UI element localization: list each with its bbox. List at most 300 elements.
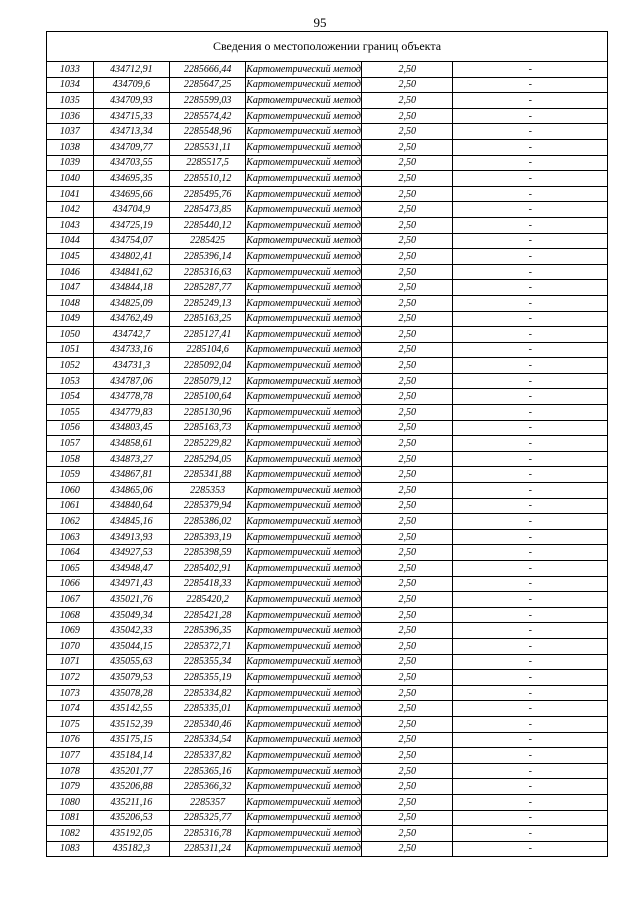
accuracy-cell: 2,50	[362, 62, 453, 78]
coord-x-cell: 434867,81	[93, 467, 169, 483]
coord-y-cell: 2285421,28	[169, 607, 245, 623]
table-row	[47, 93, 608, 109]
coord-x-cell: 434709,77	[93, 139, 169, 155]
point-number-cell: 1038	[47, 139, 94, 155]
point-number-cell: 1039	[47, 155, 94, 171]
method-cell: Картометрический метод	[246, 483, 362, 499]
accuracy-cell: 2,50	[362, 405, 453, 421]
accuracy-cell: 2,50	[362, 451, 453, 467]
accuracy-cell: 2,50	[362, 779, 453, 795]
accuracy-cell: 2,50	[362, 763, 453, 779]
accuracy-cell: 2,50	[362, 171, 453, 187]
accuracy-cell: 2,50	[362, 623, 453, 639]
table-row	[47, 280, 608, 296]
method-cell: Картометрический метод	[246, 670, 362, 686]
description-cell: -	[453, 295, 608, 311]
table-row	[47, 405, 608, 421]
method-cell: Картометрический метод	[246, 514, 362, 530]
table-row	[47, 529, 608, 545]
accuracy-cell: 2,50	[362, 685, 453, 701]
accuracy-cell: 2,50	[362, 701, 453, 717]
description-cell: -	[453, 358, 608, 374]
description-cell: -	[453, 171, 608, 187]
coord-x-cell: 435044,15	[93, 638, 169, 654]
description-cell: -	[453, 420, 608, 436]
description-cell: -	[453, 311, 608, 327]
coord-y-cell: 2285420,2	[169, 592, 245, 608]
coord-x-cell: 435079,53	[93, 670, 169, 686]
point-number-cell: 1081	[47, 810, 94, 826]
point-number-cell: 1036	[47, 108, 94, 124]
accuracy-cell: 2,50	[362, 202, 453, 218]
method-cell: Картометрический метод	[246, 311, 362, 327]
coord-x-cell: 434845,16	[93, 514, 169, 530]
accuracy-cell: 2,50	[362, 576, 453, 592]
coord-y-cell: 2285287,77	[169, 280, 245, 296]
coord-x-cell: 434712,91	[93, 62, 169, 78]
table-row	[47, 794, 608, 810]
method-cell: Картометрический метод	[246, 732, 362, 748]
accuracy-cell: 2,50	[362, 327, 453, 343]
table-row	[47, 264, 608, 280]
description-cell: -	[453, 545, 608, 561]
coord-x-cell: 434858,61	[93, 436, 169, 452]
method-cell: Картометрический метод	[246, 358, 362, 374]
description-cell: -	[453, 62, 608, 78]
coord-y-cell: 2285599,03	[169, 93, 245, 109]
point-number-cell: 1041	[47, 186, 94, 202]
description-cell: -	[453, 389, 608, 405]
table-body	[47, 32, 608, 857]
method-cell: Картометрический метод	[246, 62, 362, 78]
description-cell: -	[453, 77, 608, 93]
point-number-cell: 1066	[47, 576, 94, 592]
accuracy-cell: 2,50	[362, 373, 453, 389]
point-number-cell: 1046	[47, 264, 94, 280]
description-cell: -	[453, 685, 608, 701]
coord-y-cell: 2285495,76	[169, 186, 245, 202]
accuracy-cell: 2,50	[362, 545, 453, 561]
coord-x-cell: 434733,16	[93, 342, 169, 358]
accuracy-cell: 2,50	[362, 467, 453, 483]
coord-x-cell: 435021,76	[93, 592, 169, 608]
description-cell: -	[453, 607, 608, 623]
coord-y-cell: 2285548,96	[169, 124, 245, 140]
method-cell: Картометрический метод	[246, 373, 362, 389]
coord-y-cell: 2285355,19	[169, 670, 245, 686]
accuracy-cell: 2,50	[362, 155, 453, 171]
method-cell: Картометрический метод	[246, 233, 362, 249]
method-cell: Картометрический метод	[246, 498, 362, 514]
coord-x-cell: 434787,06	[93, 373, 169, 389]
coord-y-cell: 2285355,34	[169, 654, 245, 670]
coord-x-cell: 435042,33	[93, 623, 169, 639]
method-cell: Картометрический метод	[246, 623, 362, 639]
accuracy-cell: 2,50	[362, 826, 453, 842]
description-cell: -	[453, 810, 608, 826]
table-row	[47, 545, 608, 561]
point-number-cell: 1074	[47, 701, 94, 717]
description-cell: -	[453, 233, 608, 249]
point-number-cell: 1034	[47, 77, 94, 93]
coord-x-cell: 434778,78	[93, 389, 169, 405]
method-cell: Картометрический метод	[246, 576, 362, 592]
accuracy-cell: 2,50	[362, 280, 453, 296]
point-number-cell: 1060	[47, 483, 94, 499]
point-number-cell: 1051	[47, 342, 94, 358]
table-row	[47, 685, 608, 701]
method-cell: Картометрический метод	[246, 467, 362, 483]
accuracy-cell: 2,50	[362, 342, 453, 358]
accuracy-cell: 2,50	[362, 529, 453, 545]
description-cell: -	[453, 327, 608, 343]
point-number-cell: 1080	[47, 794, 94, 810]
coord-y-cell: 2285353	[169, 483, 245, 499]
table-row	[47, 311, 608, 327]
point-number-cell: 1079	[47, 779, 94, 795]
method-cell: Картометрический метод	[246, 342, 362, 358]
table-row	[47, 701, 608, 717]
description-cell: -	[453, 763, 608, 779]
coord-x-cell: 434913,93	[93, 529, 169, 545]
coord-y-cell: 2285163,73	[169, 420, 245, 436]
point-number-cell: 1063	[47, 529, 94, 545]
coord-x-cell: 434731,3	[93, 358, 169, 374]
coord-y-cell: 2285163,25	[169, 311, 245, 327]
coord-y-cell: 2285311,24	[169, 841, 245, 857]
accuracy-cell: 2,50	[362, 607, 453, 623]
point-number-cell: 1083	[47, 841, 94, 857]
accuracy-cell: 2,50	[362, 295, 453, 311]
coord-y-cell: 2285372,71	[169, 638, 245, 654]
point-number-cell: 1068	[47, 607, 94, 623]
table-row	[47, 467, 608, 483]
method-cell: Картометрический метод	[246, 638, 362, 654]
description-cell: -	[453, 405, 608, 421]
point-number-cell: 1064	[47, 545, 94, 561]
accuracy-cell: 2,50	[362, 638, 453, 654]
method-cell: Картометрический метод	[246, 264, 362, 280]
method-cell: Картометрический метод	[246, 748, 362, 764]
method-cell: Картометрический метод	[246, 93, 362, 109]
point-number-cell: 1045	[47, 249, 94, 265]
coord-y-cell: 2285127,41	[169, 327, 245, 343]
table-row	[47, 171, 608, 187]
table-row	[47, 295, 608, 311]
method-cell: Картометрический метод	[246, 155, 362, 171]
coord-y-cell: 2285396,35	[169, 623, 245, 639]
table-row	[47, 389, 608, 405]
table-row	[47, 810, 608, 826]
method-cell: Картометрический метод	[246, 529, 362, 545]
table-row	[47, 561, 608, 577]
coord-x-cell: 434865,06	[93, 483, 169, 499]
coord-x-cell: 435078,28	[93, 685, 169, 701]
point-number-cell: 1042	[47, 202, 94, 218]
coord-y-cell: 2285294,05	[169, 451, 245, 467]
description-cell: -	[453, 124, 608, 140]
description-cell: -	[453, 670, 608, 686]
accuracy-cell: 2,50	[362, 436, 453, 452]
description-cell: -	[453, 280, 608, 296]
point-number-cell: 1047	[47, 280, 94, 296]
point-number-cell: 1054	[47, 389, 94, 405]
description-cell: -	[453, 108, 608, 124]
coord-x-cell: 435206,53	[93, 810, 169, 826]
coord-y-cell: 2285531,11	[169, 139, 245, 155]
method-cell: Картометрический метод	[246, 139, 362, 155]
description-cell: -	[453, 654, 608, 670]
point-number-cell: 1043	[47, 217, 94, 233]
table-row	[47, 436, 608, 452]
method-cell: Картометрический метод	[246, 202, 362, 218]
coord-y-cell: 2285341,88	[169, 467, 245, 483]
description-cell: -	[453, 483, 608, 499]
point-number-cell: 1049	[47, 311, 94, 327]
coord-x-cell: 434754,07	[93, 233, 169, 249]
table-row	[47, 420, 608, 436]
description-cell: -	[453, 561, 608, 577]
table-row	[47, 732, 608, 748]
table-row	[47, 514, 608, 530]
method-cell: Картометрический метод	[246, 327, 362, 343]
coord-y-cell: 2285666,44	[169, 62, 245, 78]
accuracy-cell: 2,50	[362, 233, 453, 249]
coord-y-cell: 2285398,59	[169, 545, 245, 561]
description-cell: -	[453, 748, 608, 764]
coord-x-cell: 435142,55	[93, 701, 169, 717]
table-row	[47, 623, 608, 639]
description-cell: -	[453, 701, 608, 717]
table-row	[47, 576, 608, 592]
description-cell: -	[453, 576, 608, 592]
description-cell: -	[453, 93, 608, 109]
method-cell: Картометрический метод	[246, 186, 362, 202]
method-cell: Картометрический метод	[246, 124, 362, 140]
accuracy-cell: 2,50	[362, 794, 453, 810]
coord-x-cell: 434742,7	[93, 327, 169, 343]
coord-x-cell: 435175,15	[93, 732, 169, 748]
method-cell: Картометрический метод	[246, 685, 362, 701]
description-cell: -	[453, 451, 608, 467]
table-row	[47, 186, 608, 202]
point-number-cell: 1070	[47, 638, 94, 654]
coord-y-cell: 2285647,25	[169, 77, 245, 93]
coord-y-cell: 2285335,01	[169, 701, 245, 717]
table-row	[47, 483, 608, 499]
coord-y-cell: 2285325,77	[169, 810, 245, 826]
coord-y-cell: 2285517,5	[169, 155, 245, 171]
coord-x-cell: 434840,64	[93, 498, 169, 514]
description-cell: -	[453, 249, 608, 265]
method-cell: Картометрический метод	[246, 436, 362, 452]
coord-y-cell: 2285249,13	[169, 295, 245, 311]
table-row	[47, 327, 608, 343]
coord-x-cell: 435055,63	[93, 654, 169, 670]
method-cell: Картометрический метод	[246, 420, 362, 436]
table-row	[47, 841, 608, 857]
table-row	[47, 638, 608, 654]
coord-x-cell: 435201,77	[93, 763, 169, 779]
point-number-cell: 1078	[47, 763, 94, 779]
point-number-cell: 1058	[47, 451, 94, 467]
method-cell: Картометрический метод	[246, 389, 362, 405]
accuracy-cell: 2,50	[362, 108, 453, 124]
point-number-cell: 1037	[47, 124, 94, 140]
coord-x-cell: 435049,34	[93, 607, 169, 623]
method-cell: Картометрический метод	[246, 217, 362, 233]
description-cell: -	[453, 716, 608, 732]
description-cell: -	[453, 264, 608, 280]
description-cell: -	[453, 436, 608, 452]
description-cell: -	[453, 498, 608, 514]
coord-x-cell: 434927,53	[93, 545, 169, 561]
coord-x-cell: 435182,3	[93, 841, 169, 857]
description-cell: -	[453, 373, 608, 389]
accuracy-cell: 2,50	[362, 732, 453, 748]
accuracy-cell: 2,50	[362, 389, 453, 405]
table-row	[47, 77, 608, 93]
description-cell: -	[453, 467, 608, 483]
coord-y-cell: 2285334,82	[169, 685, 245, 701]
method-cell: Картометрический метод	[246, 841, 362, 857]
point-number-cell: 1075	[47, 716, 94, 732]
accuracy-cell: 2,50	[362, 748, 453, 764]
coord-y-cell: 2285379,94	[169, 498, 245, 514]
table-row	[47, 124, 608, 140]
coord-y-cell: 2285229,82	[169, 436, 245, 452]
accuracy-cell: 2,50	[362, 670, 453, 686]
coord-y-cell: 2285393,19	[169, 529, 245, 545]
coord-y-cell: 2285100,64	[169, 389, 245, 405]
accuracy-cell: 2,50	[362, 514, 453, 530]
method-cell: Картометрический метод	[246, 654, 362, 670]
accuracy-cell: 2,50	[362, 249, 453, 265]
method-cell: Картометрический метод	[246, 405, 362, 421]
method-cell: Картометрический метод	[246, 249, 362, 265]
coord-x-cell: 434704,9	[93, 202, 169, 218]
method-cell: Картометрический метод	[246, 171, 362, 187]
accuracy-cell: 2,50	[362, 654, 453, 670]
point-number-cell: 1073	[47, 685, 94, 701]
description-cell: -	[453, 826, 608, 842]
coord-x-cell: 434803,45	[93, 420, 169, 436]
point-number-cell: 1062	[47, 514, 94, 530]
coord-x-cell: 434713,34	[93, 124, 169, 140]
method-cell: Картометрический метод	[246, 701, 362, 717]
table-row	[47, 498, 608, 514]
coord-y-cell: 2285316,63	[169, 264, 245, 280]
coord-y-cell: 2285079,12	[169, 373, 245, 389]
description-cell: -	[453, 155, 608, 171]
description-cell: -	[453, 342, 608, 358]
coord-y-cell: 2285574,42	[169, 108, 245, 124]
accuracy-cell: 2,50	[362, 498, 453, 514]
description-cell: -	[453, 623, 608, 639]
point-number-cell: 1040	[47, 171, 94, 187]
method-cell: Картометрический метод	[246, 826, 362, 842]
coord-y-cell: 2285402,91	[169, 561, 245, 577]
coord-x-cell: 434695,66	[93, 186, 169, 202]
point-number-cell: 1048	[47, 295, 94, 311]
point-number-cell: 1067	[47, 592, 94, 608]
coord-x-cell: 435152,39	[93, 716, 169, 732]
description-cell: -	[453, 794, 608, 810]
table-row	[47, 155, 608, 171]
method-cell: Картометрический метод	[246, 108, 362, 124]
coord-y-cell: 2285337,82	[169, 748, 245, 764]
table-row	[47, 763, 608, 779]
accuracy-cell: 2,50	[362, 420, 453, 436]
coord-y-cell: 2285425	[169, 233, 245, 249]
coord-y-cell: 2285418,33	[169, 576, 245, 592]
coord-x-cell: 434844,18	[93, 280, 169, 296]
coord-y-cell: 2285334,54	[169, 732, 245, 748]
description-cell: -	[453, 841, 608, 857]
accuracy-cell: 2,50	[362, 716, 453, 732]
accuracy-cell: 2,50	[362, 186, 453, 202]
coord-y-cell: 2285396,14	[169, 249, 245, 265]
method-cell: Картометрический метод	[246, 280, 362, 296]
coord-x-cell: 434971,43	[93, 576, 169, 592]
coord-y-cell: 2285440,12	[169, 217, 245, 233]
table-row	[47, 451, 608, 467]
table-row	[47, 670, 608, 686]
point-number-cell: 1035	[47, 93, 94, 109]
coord-x-cell: 434802,41	[93, 249, 169, 265]
method-cell: Картометрический метод	[246, 810, 362, 826]
table-row	[47, 826, 608, 842]
accuracy-cell: 2,50	[362, 93, 453, 109]
page-number: 95	[313, 15, 327, 30]
accuracy-cell: 2,50	[362, 483, 453, 499]
accuracy-cell: 2,50	[362, 592, 453, 608]
coord-y-cell: 2285510,12	[169, 171, 245, 187]
description-cell: -	[453, 592, 608, 608]
accuracy-cell: 2,50	[362, 139, 453, 155]
point-number-cell: 1050	[47, 327, 94, 343]
accuracy-cell: 2,50	[362, 358, 453, 374]
point-number-cell: 1069	[47, 623, 94, 639]
method-cell: Картометрический метод	[246, 607, 362, 623]
coord-x-cell: 434715,33	[93, 108, 169, 124]
coord-x-cell: 435206,88	[93, 779, 169, 795]
table-row	[47, 592, 608, 608]
accuracy-cell: 2,50	[362, 841, 453, 857]
coord-x-cell: 435184,14	[93, 748, 169, 764]
description-cell: -	[453, 779, 608, 795]
table-title: Сведения о местоположении границ объекта	[47, 32, 608, 62]
coord-y-cell: 2285473,85	[169, 202, 245, 218]
point-number-cell: 1052	[47, 358, 94, 374]
description-cell: -	[453, 529, 608, 545]
accuracy-cell: 2,50	[362, 77, 453, 93]
accuracy-cell: 2,50	[362, 561, 453, 577]
description-cell: -	[453, 732, 608, 748]
coord-x-cell: 434841,62	[93, 264, 169, 280]
point-number-cell: 1065	[47, 561, 94, 577]
accuracy-cell: 2,50	[362, 264, 453, 280]
method-cell: Картометрический метод	[246, 77, 362, 93]
method-cell: Картометрический метод	[246, 592, 362, 608]
table-row	[47, 654, 608, 670]
method-cell: Картометрический метод	[246, 451, 362, 467]
point-number-cell: 1055	[47, 405, 94, 421]
table-row	[47, 249, 608, 265]
table-row	[47, 217, 608, 233]
coord-x-cell: 435211,16	[93, 794, 169, 810]
table-row	[47, 202, 608, 218]
